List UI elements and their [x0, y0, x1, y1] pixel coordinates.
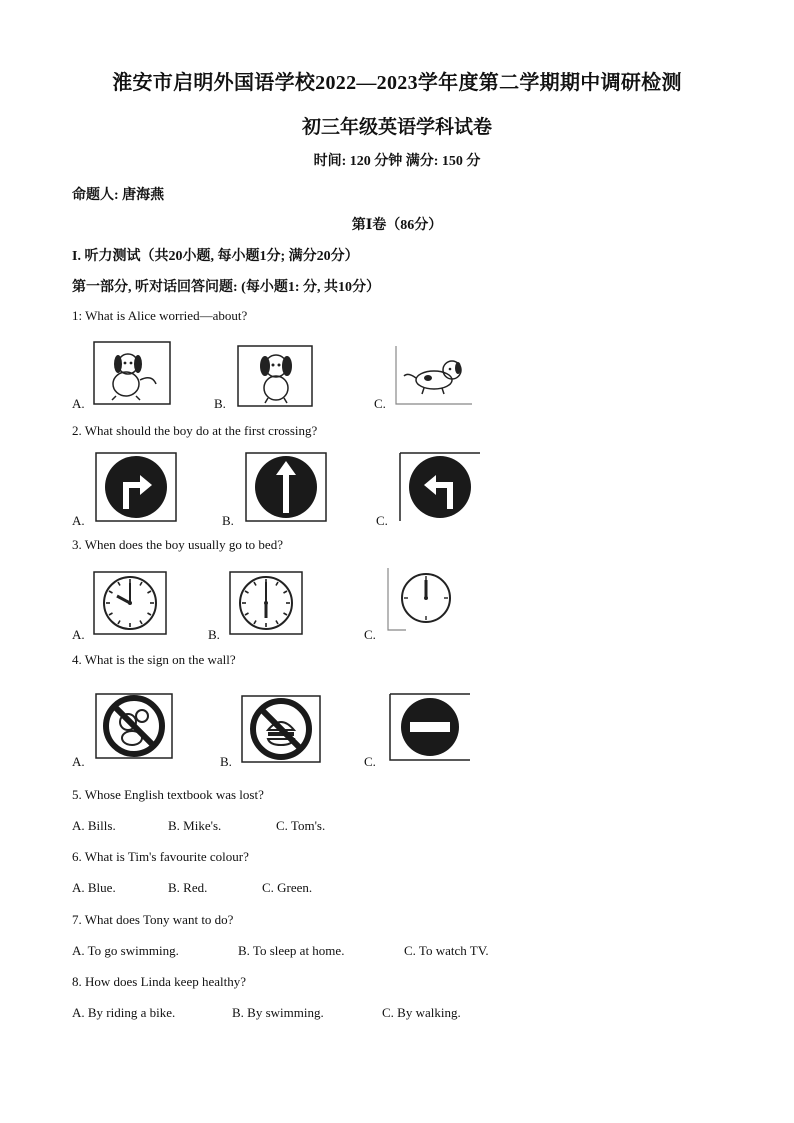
q8-option-c: C. By walking. — [382, 1005, 461, 1020]
clock-six-icon — [228, 570, 304, 636]
go-straight-sign-icon — [244, 451, 328, 523]
no-entry-sign-icon — [388, 692, 472, 762]
question-6: 6. What is Tim's favourite colour? — [72, 849, 249, 864]
q1-option-a: A. — [72, 396, 85, 411]
q6-option-b: B. Red. — [168, 880, 208, 895]
q8-option-b: B. By swimming. — [232, 1005, 324, 1020]
puppy-icon — [92, 340, 172, 406]
dog-lying-icon — [394, 344, 474, 406]
q1-option-b: B. — [214, 396, 226, 411]
q6-option-c: C. Green. — [262, 880, 313, 895]
question-1: 1: What is Alice worried—about? — [72, 308, 248, 323]
q5-option-c: C. Tom's. — [276, 818, 326, 833]
q1-option-c: C. — [374, 396, 386, 411]
volume-heading: 第Ⅰ卷（86分） — [351, 218, 443, 233]
q4-option-a: A. — [72, 754, 85, 769]
q3-option-a: A. — [72, 627, 85, 642]
question-3: 3. When does the boy usually go to bed? — [72, 537, 283, 552]
q7-option-c: C. To watch TV. — [404, 943, 489, 958]
q3-option-b: B. — [208, 627, 220, 642]
q8-option-a: A. By riding a bike. — [72, 1005, 176, 1020]
q2-option-a: A. — [72, 513, 85, 528]
clock-twelve-icon — [386, 566, 466, 632]
author-line: 命题人: 唐海燕 — [72, 188, 165, 203]
no-food-sign-icon — [240, 694, 322, 764]
dog-icon — [236, 344, 314, 408]
q5-option-b: B. Mike's. — [168, 818, 222, 833]
q6-option-a: A. Blue. — [72, 880, 116, 895]
no-pets-sign-icon — [94, 692, 174, 760]
q2-option-c: C. — [376, 513, 388, 528]
q2-option-b: B. — [222, 513, 234, 528]
q5-option-a: A. Bills. — [72, 818, 116, 833]
question-7: 7. What does Tony want to do? — [72, 912, 234, 927]
exam-title: 淮安市启明外国语学校2022—2023学年度第二学期期中调研检测 — [112, 72, 682, 94]
exam-subtitle: 初三年级英语学科试卷 — [301, 117, 492, 138]
q7-option-b: B. To sleep at home. — [238, 943, 345, 958]
question-2: 2. What should the boy do at the first crossing? — [72, 423, 318, 438]
subpart-heading: 第一部分, 听对话回答问题: (每小题1: 分, 共10分） — [72, 280, 380, 295]
q4-option-c: C. — [364, 754, 376, 769]
part-heading: I. 听力测试（共20小题, 每小题1分; 满分20分） — [72, 249, 359, 264]
time-and-score: 时间: 120 分钟 满分: 150 分 — [313, 154, 481, 169]
q3-option-c: C. — [364, 627, 376, 642]
q4-option-b: B. — [220, 754, 232, 769]
clock-ten-icon — [92, 570, 168, 636]
question-5: 5. Whose English textbook was lost? — [72, 787, 264, 802]
q7-option-a: A. To go swimming. — [72, 943, 179, 958]
turn-left-sign-icon — [398, 451, 482, 523]
question-4: 4. What is the sign on the wall? — [72, 652, 236, 667]
question-8: 8. How does Linda keep healthy? — [72, 974, 247, 989]
turn-right-sign-icon — [94, 451, 178, 523]
